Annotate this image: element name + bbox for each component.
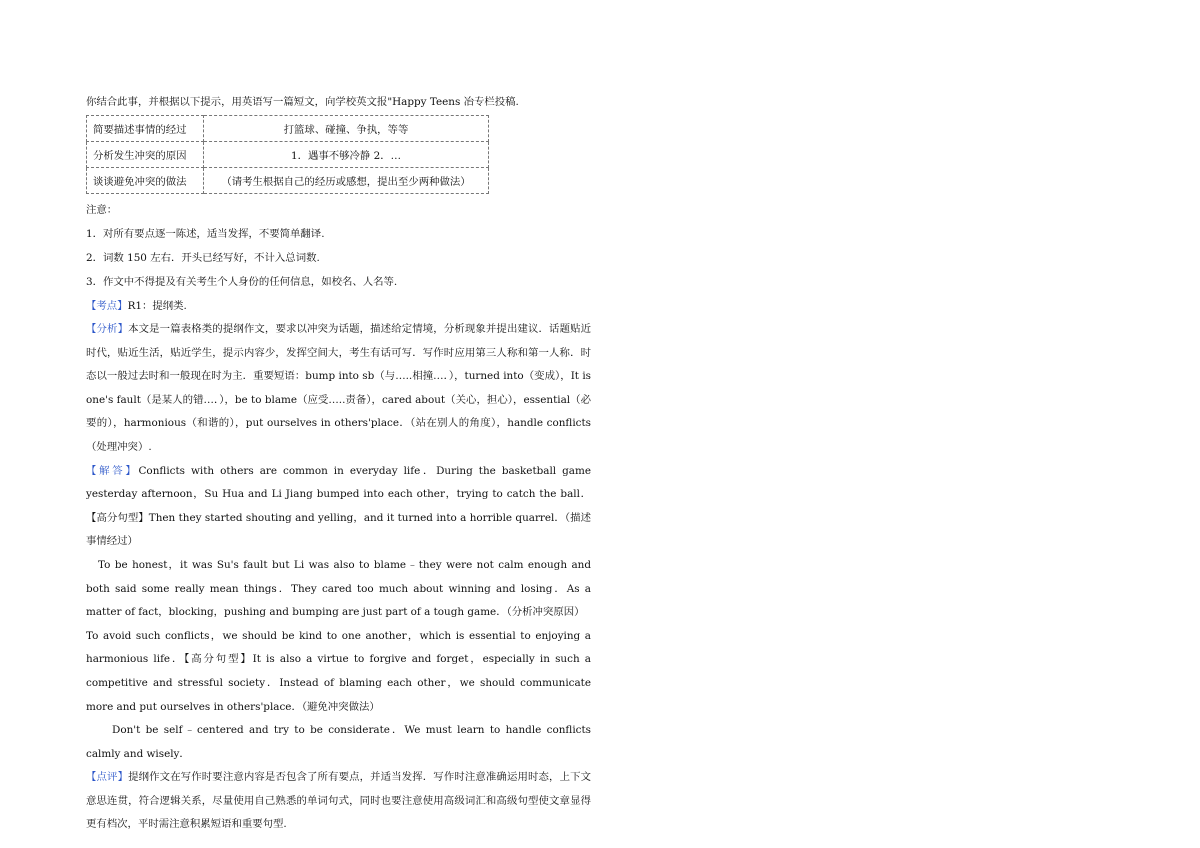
jieda-paragraph-2: To be honest，it was Su's fault but Li was also to blame﹣they were not calm enough and both said some really mean things．They cared too much about winning and losing．As a matter of fact，blocking，pushing and bumping are just part of a tough game．（分析冲突原因）: [86, 558, 591, 619]
table-cell: （请考生根据自己的经历或感想，提出至少两种做法）: [204, 168, 489, 194]
fenxi-text: 本文是一篇表格类的提纲作文，要求以冲突为话题，描述给定情境，分析现象并提出建议．话题贴近时代，贴近生活，贴近学生，提示内容少，发挥空间大，考生有话可写．写作时应用第三人称和第一人称．时态以一般过去时和一般现在时为主．重要短语：bump into sb（与…..相撞…．），turned into（变成），It is one's fault（是某人的错…．），be to blame（应受…..责备），cared about（关心，担心），essential（必要的），harmonious（和谐的），put ourselves in others'place．（站在别人的角度），handle conflicts（处理冲突）.: [86, 323, 592, 453]
notes-heading: 注意：: [86, 204, 118, 216]
document-page: [86, 92, 591, 837]
note-item: 1．对所有要点逐一陈述，适当发挥，不要简单翻译.: [86, 228, 325, 240]
jieda-text: It is also a virtue to forgive and forget，especially in such a competitive and stressful society．Instead of blaming each other，we should communicate more and put ourselves in others'place．（避免冲突做法）: [86, 653, 592, 713]
jieda-text: To avoid such conflicts，we should be kind to one another，which is essential to enjoying a harmonious life．: [86, 629, 591, 666]
fenxi-tag: 【分析】: [86, 323, 129, 335]
table-row: [87, 142, 489, 168]
note-item: 2．词数 150 左右．开头已经写好，不计入总词数.: [86, 252, 320, 264]
dianping-tag: 【点评】: [86, 771, 129, 784]
table-row: [87, 168, 489, 194]
table-row: [87, 116, 489, 142]
table-cell: 1．遇事不够冷静 2．…: [204, 142, 489, 168]
jieda-paragraph-4: Don't be self﹣centered and try to be considerate．We must learn to handle conflicts calmly and wisely．: [86, 724, 591, 760]
fenxi-section: [86, 318, 591, 460]
table-cell: 分析发生冲突的原因: [87, 142, 204, 168]
note-item: 3．作文中不得提及有关考生个人身份的任何信息，如校名、人名等.: [86, 276, 398, 288]
table-cell: 打篮球、碰撞、争执，等等: [204, 116, 489, 142]
outline-table: [86, 115, 489, 194]
kaodian-tag: 【考点】: [86, 300, 128, 312]
dianping-text: 提纲作文在写作时要注意内容是否包含了所有要点，并适当发挥．写作时注意准确运用时态，上下文意思连贯，符合逻辑关系，尽量使用自己熟悉的单词句式，同时也要注意使用高级词汇和高级句型使文章显得更有档次，平时需注意积累短语和重要句型.: [86, 771, 592, 831]
gaofen-tag: 【高分句型】: [184, 653, 253, 666]
kaodian-section: [86, 294, 591, 318]
jieda-tag: 【解答】: [86, 464, 139, 477]
dianping-section: [86, 766, 591, 837]
table-cell: 谈谈避免冲突的做法: [87, 168, 204, 194]
gaofen-tag: 【高分句型】: [86, 511, 149, 524]
jieda-text: Conflicts with others are common in everyday life．During the basketball game yesterday afternoon，Su Hua and Li Jiang bumped into each other，trying to catch the ball．: [86, 464, 592, 501]
jieda-paragraph-1: [86, 460, 591, 554]
intro-text: 你结合此事，并根据以下提示，用英语写一篇短文，向学校英文报"Happy Teens 冶专栏投稿.: [86, 96, 519, 108]
kaodian-text: R1：提纲类.: [127, 300, 187, 312]
jieda-text: Then they started shouting and yelling，and it turned into a horrible quarrel．（描述事情经过）: [86, 511, 591, 548]
table-cell: 简要描述事情的经过: [87, 116, 204, 142]
jieda-paragraph-3: [86, 625, 591, 719]
